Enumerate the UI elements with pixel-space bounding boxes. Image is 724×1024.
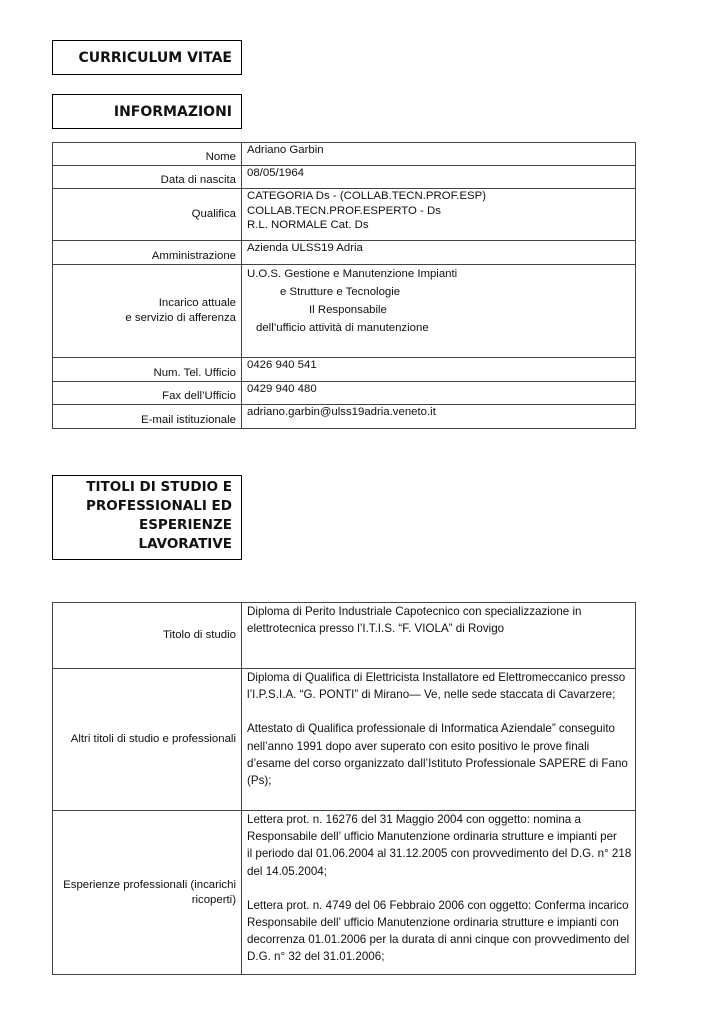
value-line: D.G. n° 32 del 31.01.2006; xyxy=(247,950,385,964)
field-value-titolo-studio xyxy=(242,603,636,669)
curriculum-vitae-heading: CURRICULUM VITAE xyxy=(52,40,242,75)
titoli-table xyxy=(52,602,636,975)
value-line: COLLAB.TECN.PROF.ESPERTO - Ds xyxy=(247,204,441,217)
value-line: decorrenza 01.01.2006 per la durata di anni cinque con provvedimento del xyxy=(247,933,630,947)
value-line: 0429 940 480 xyxy=(247,383,317,395)
label-line: ricoperti) xyxy=(191,893,236,906)
value-line: Adriano Garbin xyxy=(247,144,324,156)
label-line: Esperienze professionali (incarichi xyxy=(63,879,236,891)
table-row xyxy=(53,241,636,265)
heading-line: LAVORATIVE xyxy=(138,536,232,552)
field-value-fax xyxy=(242,382,636,405)
field-label-data-nascita: Data di nascita xyxy=(53,166,242,189)
heading-line: ESPERIENZE xyxy=(138,517,232,533)
value-line: il periodo dal 01.06.2004 al 31.12.2005 con provvedimento del D.G. n° 218 xyxy=(247,847,632,861)
value-line: del 14.05.2004; xyxy=(247,864,327,878)
field-label-titolo-studio: Titolo di studio xyxy=(53,603,242,669)
field-value-nome xyxy=(242,143,636,166)
value-line: Il Responsabile xyxy=(309,304,387,316)
field-label-esperienze xyxy=(53,811,242,975)
value-line: d’esame del corso organizzato dall’Istituto Professionale SAPERE di Fano xyxy=(247,756,628,770)
value-line: 0426 940 541 xyxy=(247,359,317,371)
value-line: nell’anno 1991 dopo aver superato con esito positivo le prove finali xyxy=(247,739,590,753)
value-line: Azienda ULSS19 Adria xyxy=(247,242,363,254)
personal-info-table xyxy=(52,142,636,429)
table-row xyxy=(53,669,636,811)
value-line: (Ps); xyxy=(247,774,272,788)
label-line: e servizio di afferenza xyxy=(125,311,236,324)
field-value-altri-titoli xyxy=(242,669,636,811)
titoli-heading xyxy=(52,475,242,560)
value-line: 08/05/1964 xyxy=(247,167,305,179)
label-line: Incarico attuale xyxy=(158,297,236,309)
value-line: adriano.garbin@ulss19adria.veneto.it xyxy=(247,406,436,418)
table-row xyxy=(53,382,636,405)
field-value-incarico xyxy=(242,265,636,358)
field-label-email: E-mail istituzionale xyxy=(53,405,242,429)
field-label-incarico xyxy=(53,265,242,358)
field-value-amministrazione xyxy=(242,241,636,265)
value-line: Attestato di Qualifica professionale di Informatica Aziendale” conseguito xyxy=(247,722,615,736)
field-label-nome: Nome xyxy=(53,143,242,166)
value-line: e Strutture e Tecnologie xyxy=(280,286,401,298)
value-line: dell’ufficio attività di manutenzione xyxy=(256,322,429,334)
value-line: Diploma di Qualifica di Elettricista Installatore ed Elettromeccanico presso xyxy=(247,671,626,684)
field-label-tel: Num. Tel. Ufficio xyxy=(53,358,242,382)
value-line: R.L. NORMALE Cat. Ds xyxy=(247,219,369,231)
field-label-amministrazione: Amministrazione xyxy=(53,241,242,265)
value-line: U.O.S. Gestione e Manutenzione Impianti xyxy=(247,268,458,280)
field-label-fax: Fax dell’Ufficio xyxy=(53,382,242,405)
field-value-tel xyxy=(242,358,636,382)
value-line: CATEGORIA Ds - (COLLAB.TECN.PROF.ESP) xyxy=(247,190,487,202)
field-value-data-nascita xyxy=(242,166,636,189)
table-row xyxy=(53,189,636,241)
field-value-esperienze xyxy=(242,811,636,975)
value-line: Lettera prot. n. 16276 del 31 Maggio 2004 con oggetto: nomina a xyxy=(247,813,581,826)
heading-line: TITOLI DI STUDIO E xyxy=(86,479,232,495)
field-label-qualifica: Qualifica xyxy=(53,189,242,241)
table-row xyxy=(53,358,636,382)
table-row xyxy=(53,811,636,975)
value-line: Lettera prot. n. 4749 del 06 Febbraio 2006 con oggetto: Conferma incarico xyxy=(247,898,629,912)
value-line: l’I.P.S.I.A. “G. PONTI” di Mirano— Ve, nelle sede staccata di Cavarzere; xyxy=(247,688,616,702)
field-label-altri-titoli: Altri titoli di studio e professionali xyxy=(53,669,242,811)
table-row xyxy=(53,143,636,166)
field-value-qualifica xyxy=(242,189,636,241)
field-value-email xyxy=(242,405,636,429)
table-row xyxy=(53,265,636,358)
table-row xyxy=(53,603,636,669)
value-line: Diploma di Perito Industriale Capotecnico con specializzazione in xyxy=(247,605,582,618)
table-row xyxy=(53,405,636,429)
value-line: elettrotecnica presso l’I.T.I.S. “F. VIOLA” di Rovigo xyxy=(247,622,505,636)
value-line: Responsabile dell’ ufficio Manutenzione ordinaria strutture e impianti per xyxy=(247,830,617,844)
informazioni-heading: INFORMAZIONI xyxy=(52,94,242,129)
table-row xyxy=(53,166,636,189)
heading-line: PROFESSIONALI ED xyxy=(85,498,232,514)
value-line: Responsabile dell’ ufficio Manutenzione ordinaria strutture e impianti con xyxy=(247,916,619,930)
